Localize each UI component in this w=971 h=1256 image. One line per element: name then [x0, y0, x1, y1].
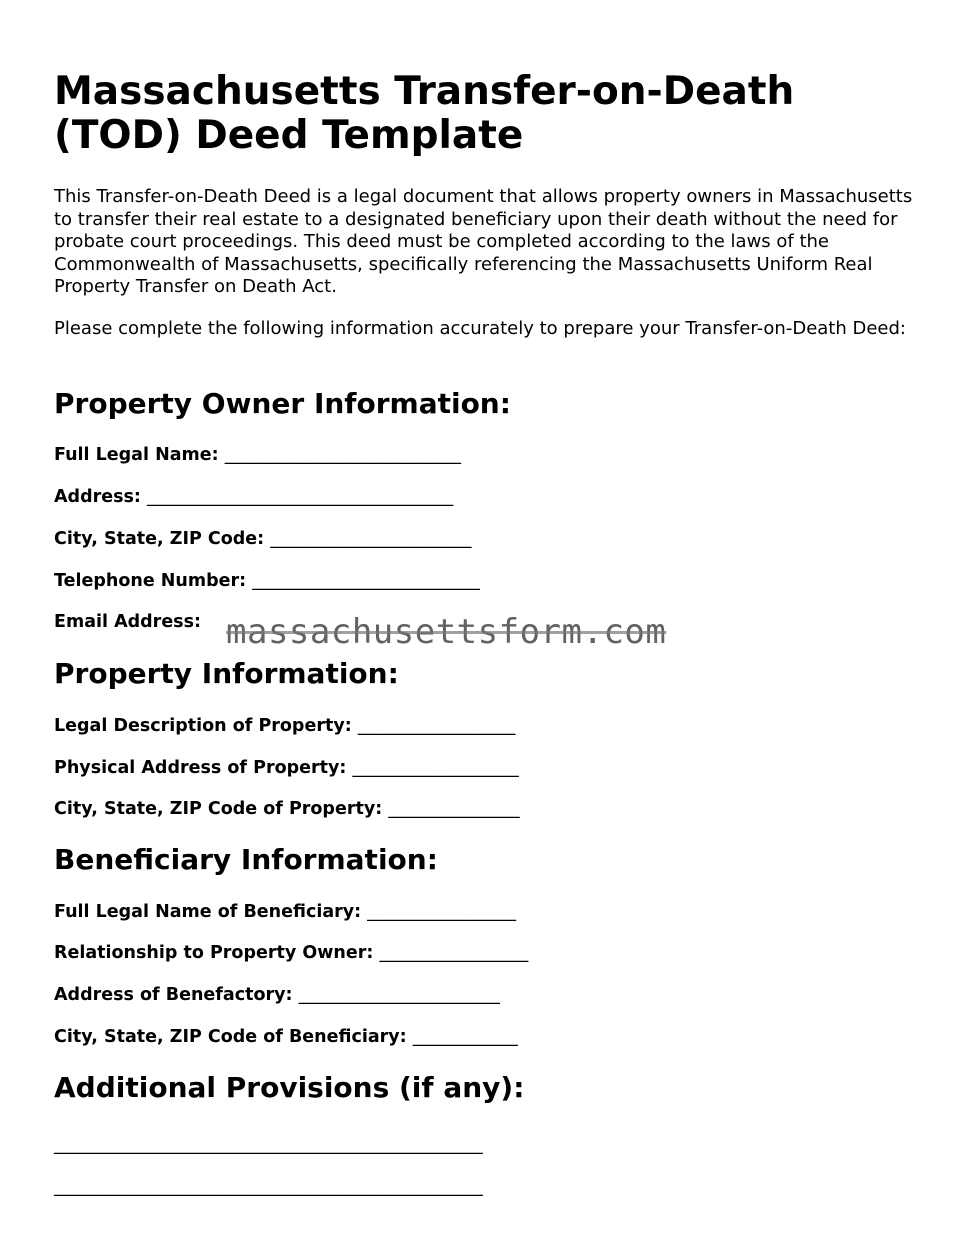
field-label: Email Address: [54, 612, 202, 632]
field-label: City, State, ZIP Code: [54, 529, 265, 549]
section-heading-owner: Property Owner Information: [54, 387, 511, 420]
field-beneficiary-full-legal-name[interactable] [54, 901, 516, 923]
field-label: Relationship to Property Owner: [54, 943, 374, 963]
field-blank[interactable]: __________________________ [252, 571, 480, 591]
field-blank[interactable]: _________________ [379, 943, 529, 963]
field-label: Physical Address of Property: [54, 758, 347, 778]
field-label: Legal Description of Property: [54, 716, 352, 736]
field-blank[interactable]: ___________________ [352, 758, 519, 778]
provision-line-1[interactable]: _________________________________________________ [54, 1135, 483, 1155]
field-beneficiary-address[interactable] [54, 984, 500, 1006]
field-blank[interactable]: ___________________________________ [147, 487, 454, 507]
field-beneficiary-relationship[interactable] [54, 942, 528, 964]
field-label: Address of Benefactory: [54, 985, 293, 1005]
field-label: Telephone Number: [54, 571, 247, 591]
field-label: City, State, ZIP Code of Beneficiary: [54, 1027, 407, 1047]
field-owner-full-legal-name[interactable] [54, 444, 461, 466]
intro-paragraph: This Transfer-on-Death Deed is a legal document that allows property owners in Massachusetts to transfer their real estate to a designated beneficiary upon their death without the need for probate court proceedings. This deed must be completed according to the laws of the Commonwealth of Massachusetts, specifically referencing the Massachusetts Uniform Real Property Transfer on Death Act. [54, 186, 913, 297]
field-property-legal-description[interactable] [54, 715, 515, 737]
field-blank[interactable]: ____________ [412, 1027, 518, 1047]
provision-line-2[interactable]: _________________________________________________ [54, 1177, 483, 1197]
section-heading-beneficiary: Beneficiary Information: [54, 843, 438, 876]
field-blank[interactable]: ___________________________ [224, 445, 461, 465]
field-owner-city-state-zip[interactable] [54, 528, 471, 550]
field-blank[interactable]: _______________________ [270, 529, 472, 549]
instruction-paragraph: Please complete the following information accurately to prepare your Transfer-on-Death Deed: [54, 318, 906, 339]
field-blank[interactable]: __________________ [357, 716, 516, 736]
field-beneficiary-city-state-zip[interactable] [54, 1026, 518, 1048]
field-label: Address: [54, 487, 141, 507]
field-label: Full Legal Name: [54, 445, 219, 465]
field-property-city-state-zip[interactable] [54, 798, 520, 820]
field-label: Full Legal Name of Beneficiary: [54, 902, 362, 922]
page-title: Massachusetts Transfer-on-Death (TOD) Deed Template [54, 69, 795, 158]
field-owner-email[interactable] [54, 611, 201, 633]
field-blank[interactable]: _______________ [388, 799, 520, 819]
field-owner-telephone[interactable] [54, 570, 480, 592]
watermark-text: massachusettsform.com [226, 612, 667, 652]
field-property-physical-address[interactable] [54, 757, 519, 779]
field-owner-address[interactable] [54, 486, 453, 508]
section-heading-provisions: Additional Provisions (if any): [54, 1071, 525, 1104]
section-heading-property: Property Information: [54, 657, 399, 690]
field-blank[interactable]: _______________________ [298, 985, 500, 1005]
field-label: City, State, ZIP Code of Property: [54, 799, 383, 819]
field-blank[interactable]: _________________ [367, 902, 517, 922]
